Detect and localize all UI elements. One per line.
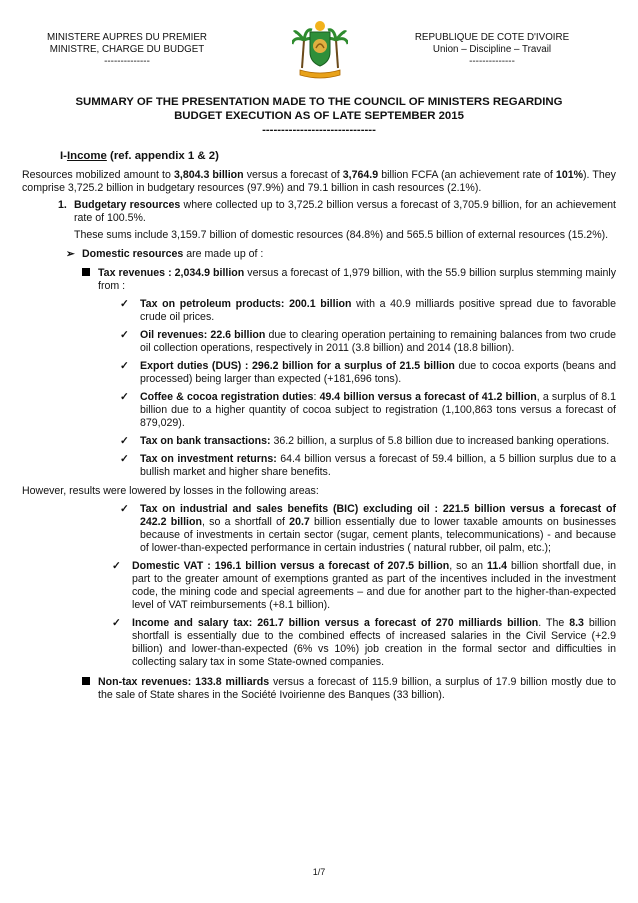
bic-text-1: , so a shortfall of [201,516,290,528]
item-text: with a 40.9 milliards positive spread due to favorable crude oil prices. [140,298,616,323]
list-number: 1. [58,199,67,211]
section-prefix: I- [60,150,67,162]
intro-text-4: ). They comprise 3,725.2 billion in budgetary resources (97.9%) and 79.1 billion in cash resources (2.1%). [22,169,616,194]
check-icon: ✓ [120,360,129,372]
intro-text-3: billion FCFA (an achievement rate of [378,169,556,181]
intro-bold-2: 3,764.9 [342,169,379,181]
list-item [22,360,616,386]
square-bullet-icon [82,268,90,276]
item-bold: Oil revenues: 22.6 billion [140,329,266,341]
budgetary-bold: Budgetary resources [74,199,181,211]
check-icon: ✓ [112,560,121,572]
vat-bold-2: 11.4 [487,560,508,572]
vat-bold-1: Domestic VAT : 196.1 billion versus a forecast of 207.5 billion [132,560,450,572]
vat-item [22,560,616,612]
title-line-2: BUDGET EXECUTION AS OF LATE SEPTEMBER 2015 [174,110,464,122]
non-tax-revenues-item [22,676,616,702]
title-line-1: SUMMARY OF THE PRESENTATION MADE TO THE COUNCIL OF MINISTERS REGARDING [75,96,563,108]
intro-bold-3: 101% [555,169,584,181]
nontax-bold: Non-tax revenues: 133.8 milliards [98,676,270,688]
budgetary-breakdown: These sums include 3,159.7 billion of domestic resources (84.8%) and 565.5 billion of external resources (15.2%). [74,229,609,241]
tax-revenues-text: versus a forecast of 1,979 billion, with the 55.9 billion surplus stemming mainly from : [98,267,616,292]
coat-of-arms-icon [292,18,348,80]
salary-bold-1: Income and salary tax: 261.7 billion versus a forecast of 270 milliards billion [132,617,539,629]
nontax-text: versus a forecast of 115.9 billion, a surplus of 17.9 billion mostly due to the sale of State shares in the Société Ivoirienne des Banques (33 billion). [98,676,616,701]
item-bold: Coffee & cocoa registration duties [140,391,314,403]
list-item [22,329,616,355]
intro-text-1: Resources mobilized amount to [22,169,174,181]
domestic-bold: Domestic resources [82,248,184,260]
document-title [30,95,608,137]
item-bold: Tax on petroleum products: 200.1 billion [140,298,352,310]
bic-bold-1: Tax on industrial and sales benefits (BIC) excluding oil : 221.5 billion versus a forecast of 242.2 billion [140,503,616,528]
budgetary-text: where collected up to 3,725.2 billion versus a forecast of 3,705.9 billion, for an achievement rate of 100.5%. [74,199,616,224]
domestic-text: are made up of : [183,248,264,260]
salary-item [22,617,616,669]
domestic-resources-item [22,248,616,261]
item-text: 64.4 billion versus a forecast of 59.4 billion, a 5 billion surplus due to a bullish market and higher share benefits. [140,453,617,478]
item-bold: Tax on investment returns: [140,453,277,465]
ministry-line-1: MINISTERE AUPRES DU PREMIER [46,32,208,43]
page-number: 1/7 [312,867,326,877]
intro-bold-1: 3,804.3 billion [173,169,244,181]
check-icon: ✓ [120,453,129,465]
square-bullet-icon [82,677,90,685]
losses-intro: However, results were lowered by losses in the following areas: [22,485,319,497]
title-rule: ------------------------------ [262,124,376,136]
section-rest: (ref. appendix 1 & 2) [106,150,219,162]
vat-text-2: billion shortfall due, in part to the greater amount of exemptions granted as part of the incentives included in the investment code, the mining code and special agreements – and due for another part to the higher-than-expected level of VAT reimbursements (+8.1 billion). [132,560,616,611]
republic-line-1: REPUBLIQUE DE COTE D'IVOIRE [414,32,570,43]
item-text-2: , a surplus of 8.1 billion due to a higher quantity of cocoa subject to registration (1,100,863 tons versus a forecast of 879,029). [140,391,616,429]
republic-line-2: Union – Discipline – Travail [432,44,552,55]
list-item [22,298,616,324]
check-icon: ✓ [120,503,129,515]
tax-revenues-item [22,267,616,293]
list-item [22,435,616,448]
ministry-line-2: MINISTRE, CHARGE DU BUDGET [49,44,205,55]
section-word: Income [66,150,107,162]
salary-bold-2: 8.3 [569,617,584,629]
list-item [22,391,616,430]
republic-header [392,32,592,68]
ministry-line-3: -------------- [104,56,150,67]
item-text: due to cocoa exports (beans and processed) being larger than expected (+181,696 tons). [140,360,616,385]
budgetary-resources-item [22,199,616,225]
item-text: : [313,391,320,403]
bic-text-2: billion essentially due to lower taxable amounts on businesses because of investments in certain sector (sugar, cement plants, telecommunications) - and because of lower-than-expected performance in certain industries ( natural rubber, oil palm, etc.); [140,516,617,554]
intro-paragraph [22,169,616,195]
document-body [22,150,616,702]
intro-text-2: versus a forecast of [243,169,343,181]
item-bold: Export duties (DUS) : 296.2 billion for a surplus of 21.5 billion [140,360,455,372]
tax-revenues-bold: Tax revenues : 2,034.9 billion [98,267,245,279]
item-bold-2: 49.4 billion versus a forecast of 41.2 billion [319,391,537,403]
check-icon: ✓ [120,329,129,341]
section-heading-income [60,150,616,163]
salary-text-1: . The [538,617,570,629]
ministry-header [22,32,232,68]
bic-bold-2: 20.7 [289,516,310,528]
item-bold: Tax on bank transactions: [140,435,271,447]
item-text: due to clearing operation pertaining to remaining balances from two crude oil collection operations, respectively in 2011 (3.8 billion) and 2014 (18.8 billion). [140,329,616,354]
check-icon: ✓ [112,617,121,629]
check-icon: ✓ [120,435,129,447]
arrow-bullet-icon: ➢ [66,248,75,260]
list-item [22,453,616,479]
vat-text-1: , so an [449,560,488,572]
check-icon: ✓ [120,298,129,310]
republic-line-3: -------------- [469,56,515,67]
item-text: 36.2 billion, a surplus of 5.8 billion due to increased banking operations. [270,435,610,447]
check-icon: ✓ [120,391,129,403]
salary-text-2: billion shortfall is essentially due to the combined effects of increased salaries in the Civil Service (+2.9 billion) and lower-than-expected (6% vs 10%) job creation in the formal sector and difficulties in collecting salary tax in some State-owned companies. [132,617,616,668]
bic-item [22,503,616,555]
